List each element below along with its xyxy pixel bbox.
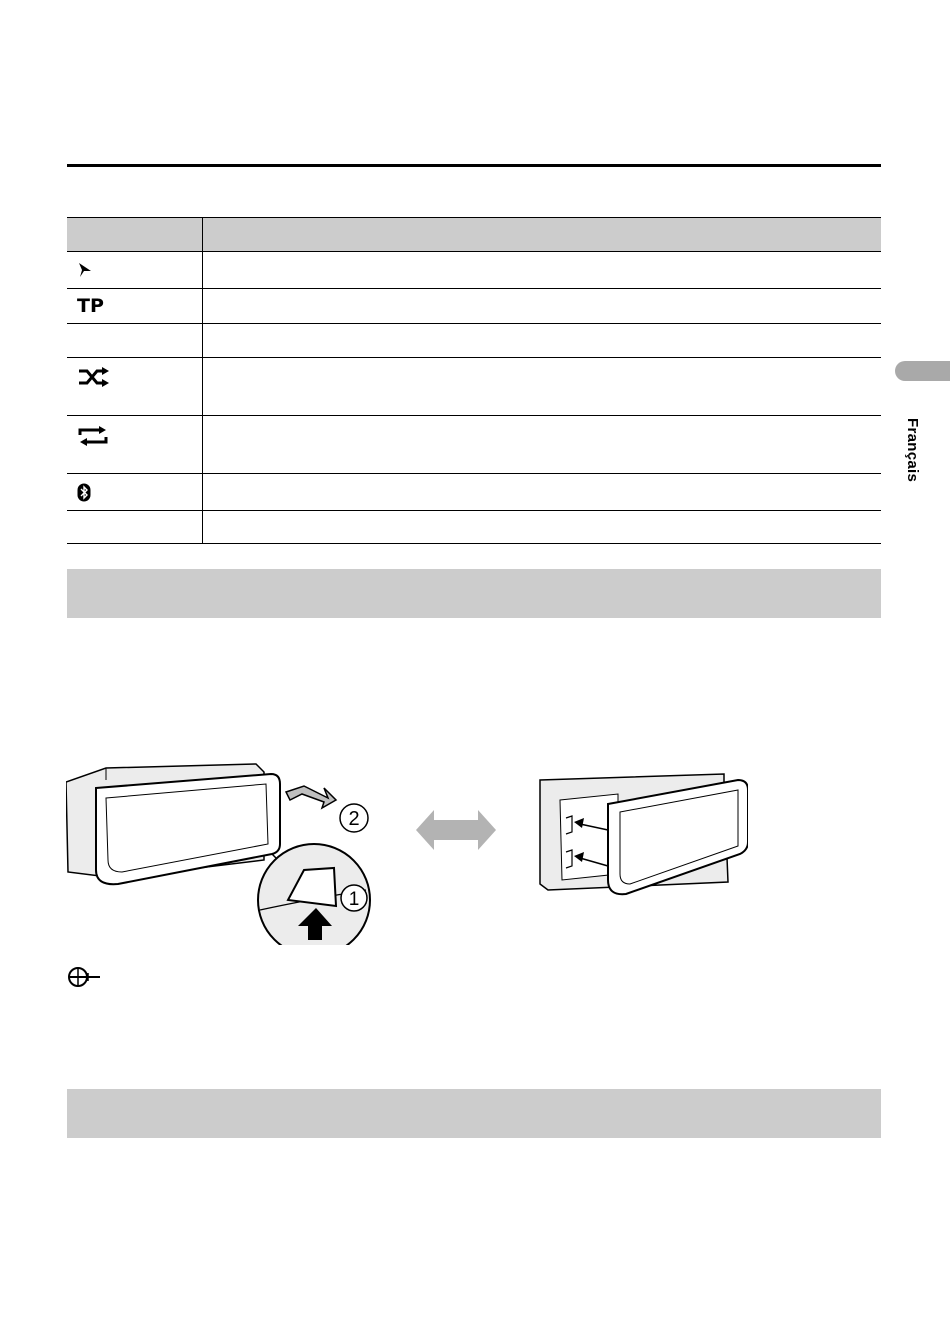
table-row bbox=[67, 252, 881, 289]
table-cell-description bbox=[202, 511, 881, 544]
table-row bbox=[67, 511, 881, 544]
table-cell-icon bbox=[67, 324, 202, 358]
table-cell-description bbox=[202, 289, 881, 324]
tp-icon: TP bbox=[77, 295, 104, 317]
repeat-icon bbox=[77, 425, 109, 447]
table-header-row bbox=[67, 218, 881, 252]
table-header-indicator bbox=[67, 218, 202, 252]
section-heading-band-2 bbox=[67, 1089, 881, 1138]
table-cell-icon bbox=[67, 358, 202, 416]
table-row bbox=[67, 416, 881, 474]
table-row bbox=[67, 474, 881, 511]
table-cell-description bbox=[202, 252, 881, 289]
important-note-icon bbox=[66, 966, 106, 988]
step-2-label: 2 bbox=[348, 808, 360, 830]
table-cell-icon bbox=[67, 252, 202, 289]
table-cell-description bbox=[202, 474, 881, 511]
attach-panel-illustration bbox=[538, 770, 748, 900]
table-row bbox=[67, 358, 881, 416]
bluetooth-icon bbox=[77, 483, 91, 502]
table-header-description bbox=[202, 218, 881, 252]
table-cell-icon bbox=[67, 289, 202, 324]
table-cell-description bbox=[202, 416, 881, 474]
table-row bbox=[67, 324, 881, 358]
shuffle-icon bbox=[77, 367, 111, 389]
table-cell-icon bbox=[67, 511, 202, 544]
section-heading-band bbox=[67, 569, 881, 618]
step-1-label: 1 bbox=[348, 889, 360, 910]
language-label: Français bbox=[904, 418, 921, 483]
navigation-arrow-icon bbox=[77, 261, 93, 279]
detach-panel-illustration bbox=[66, 760, 386, 945]
table-cell-description bbox=[202, 358, 881, 416]
table-cell-description bbox=[202, 324, 881, 358]
table-row bbox=[67, 289, 881, 324]
indicator-table bbox=[67, 217, 881, 544]
double-arrow-icon bbox=[414, 806, 498, 854]
table-cell-icon bbox=[67, 474, 202, 511]
section-rule bbox=[67, 164, 881, 167]
table-cell-icon bbox=[67, 416, 202, 474]
language-tab bbox=[895, 361, 950, 381]
